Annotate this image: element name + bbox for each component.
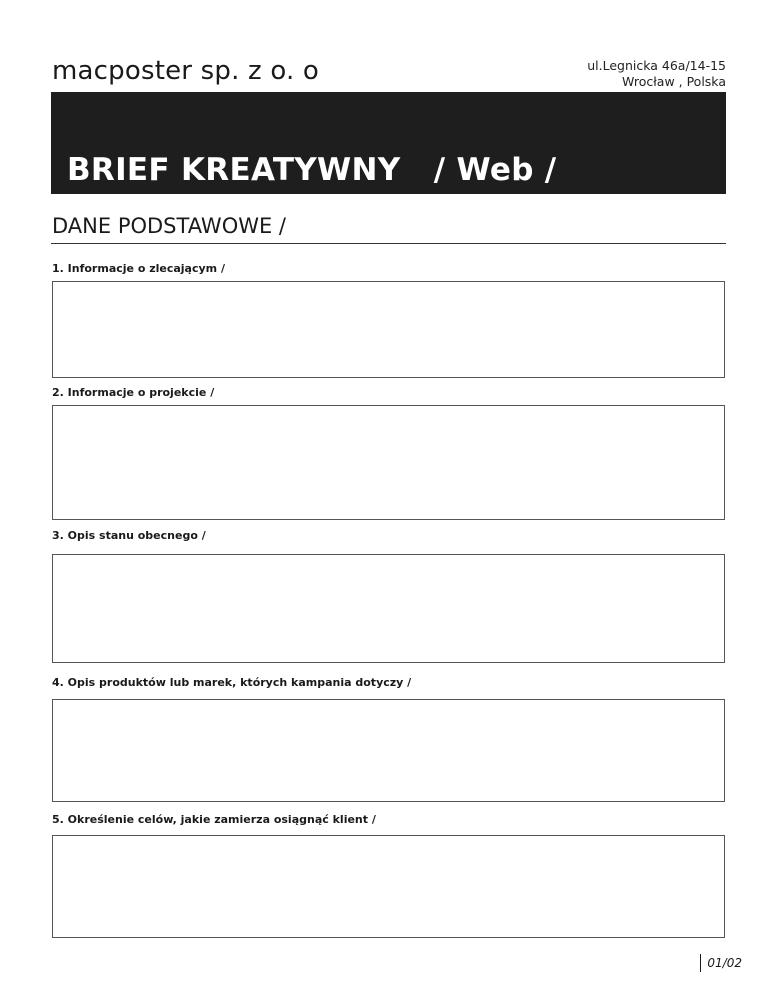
section-divider	[51, 243, 726, 244]
company-name: macposter sp. z o. o	[52, 56, 320, 86]
address-city: Wrocław , Polska	[622, 74, 726, 89]
section-title: DANE PODSTAWOWE /	[52, 214, 287, 238]
question-1-label: 1. Informacje o zlecającym /	[52, 262, 225, 275]
question-5-label: 5. Określenie celów, jakie zamierza osiągnąć klient /	[52, 813, 376, 826]
question-4-answer-box[interactable]	[52, 699, 725, 802]
question-3-label: 3. Opis stanu obecnego /	[52, 529, 206, 542]
question-1-answer-box[interactable]	[52, 281, 725, 378]
title-banner	[51, 92, 726, 194]
company-address	[587, 58, 726, 90]
question-5-answer-box[interactable]	[52, 835, 725, 938]
page-number: 01/02	[700, 954, 742, 972]
question-2-label: 2. Informacje o projekcie /	[52, 386, 215, 399]
question-4-label: 4. Opis produktów lub marek, których kampania dotyczy /	[52, 676, 412, 689]
question-3-answer-box[interactable]	[52, 554, 725, 663]
address-street: ul.Legnicka 46a/14-15	[587, 58, 726, 73]
question-2-answer-box[interactable]	[52, 405, 725, 520]
document-title: BRIEF KREATYWNY / Web /	[67, 152, 557, 188]
